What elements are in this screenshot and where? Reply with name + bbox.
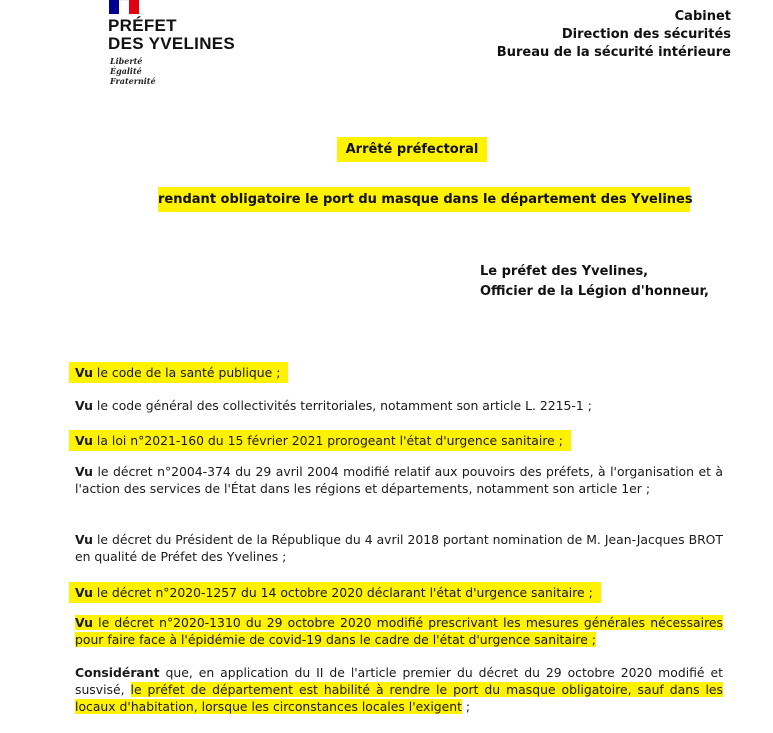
paragraph-vu-decret-2020-1257	[75, 582, 723, 603]
paragraph-text: la loi n°2021-160 du 15 février 2021 prorogeant l'état d'urgence sanitaire ;	[92, 433, 563, 448]
prefet-line2: DES YVELINES	[108, 34, 236, 53]
republic-motto	[110, 56, 156, 86]
keyword-vu: Vu	[75, 398, 93, 413]
paragraph-text: le décret n°2020-1257 du 14 octobre 2020 déclarant l'état d'urgence sanitaire ;	[92, 585, 593, 600]
paragraph-text: le décret n°2004-374 du 29 avril 2004 modifié relatif aux pouvoirs des préfets, à l'organisation et à l'action des services de l'État dans les régions et départements, notamment son article 1er ;	[75, 464, 723, 496]
motto-fraternite: Fraternité	[110, 76, 156, 86]
flag-white-stripe	[119, 0, 129, 15]
signatory-block	[480, 262, 709, 302]
paragraph-text: le code général des collectivités territoriales, notamment son article L. 2215-1 ;	[92, 398, 592, 413]
paragraph-considerant	[75, 664, 723, 715]
highlight	[75, 615, 723, 647]
paragraph-text: que, en application du II de l'article premier du décret du 29 octobre 2020 modifié et susvisé,	[75, 665, 723, 697]
prefecture-logo-text	[108, 17, 235, 53]
keyword-vu: Vu	[75, 615, 93, 630]
prefet-line1: PRÉFET	[108, 16, 177, 35]
paragraph-vu-decret-2020-1310	[75, 614, 723, 648]
keyword-vu: Vu	[75, 585, 93, 600]
paragraph-text: le décret du Président de la République du 4 avril 2018 portant nomination de M. Jean-Jacques BROT en qualité de Préfet des Yvelines ;	[75, 532, 723, 564]
paragraph-text: le décret n°2020-1310 du 29 octobre 2020 modifié prescrivant les mesures générales nécessaires pour faire face à l'épidémie de covid-19 dans le cadre de l'état d'urgence sanitaire ;	[75, 615, 723, 647]
highlight	[69, 582, 601, 603]
keyword-considerant: Considérant	[75, 665, 160, 680]
signatory-line2: Officier de la Légion d'honneur,	[480, 284, 709, 299]
motto-egalite: Égalité	[110, 66, 142, 76]
paragraph-vu-code-sante	[75, 362, 723, 383]
paragraph-text: le code de la santé publique ;	[92, 365, 281, 380]
keyword-vu: Vu	[75, 365, 93, 380]
keyword-vu: Vu	[75, 433, 93, 448]
highlight	[69, 430, 571, 451]
keyword-vu: Vu	[75, 532, 93, 547]
highlighted-text: le préfet de département est habilité à rendre le port du masque obligatoire, sauf dans les locaux d'habitation, lorsque les circonstances locales l'exigent	[75, 682, 723, 714]
flag-red-stripe	[129, 0, 139, 14]
signatory-line1: Le préfet des Yvelines,	[480, 264, 649, 279]
paragraph-end: ;	[461, 699, 471, 714]
paragraph-vu-decret-2004-374	[75, 463, 723, 497]
document-subtitle: rendant obligatoire le port du masque dans le département des Yvelines	[158, 187, 690, 212]
paragraph-vu-decret-nomination	[75, 531, 723, 565]
document-title: Arrêté préfectoral	[337, 137, 487, 162]
flag-blue-stripe	[109, 0, 119, 14]
highlight	[69, 362, 288, 383]
keyword-vu: Vu	[75, 464, 93, 479]
republic-flag-icon	[109, 0, 139, 14]
issuing-services	[497, 8, 731, 62]
motto-liberte: Liberté	[110, 56, 143, 66]
service-bureau: Bureau de la sécurité intérieure	[496, 45, 731, 60]
paragraph-vu-cgct	[75, 397, 723, 414]
service-cabinet: Cabinet	[674, 9, 731, 24]
service-direction: Direction des sécurités	[561, 27, 731, 42]
paragraph-vu-loi-2021-160	[75, 430, 723, 451]
